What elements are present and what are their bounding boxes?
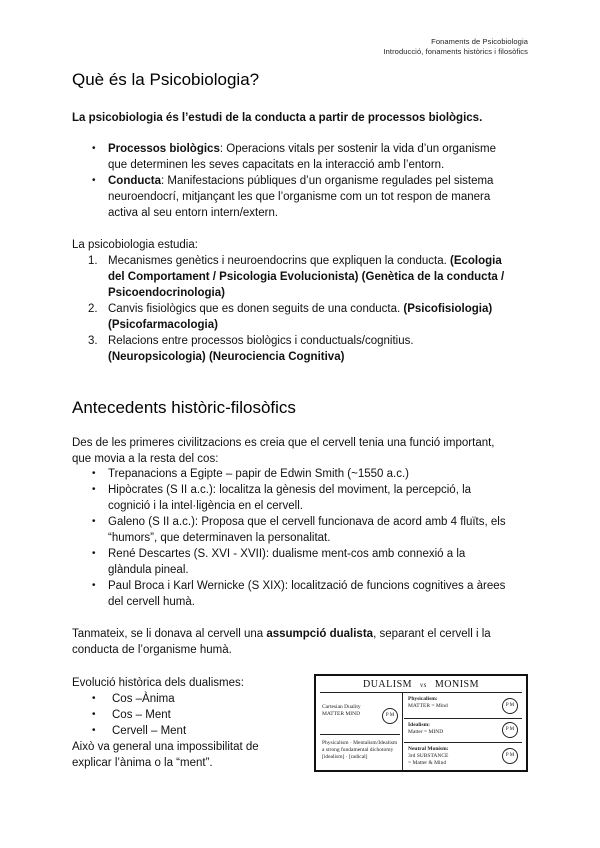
figure-divider <box>404 718 522 719</box>
list-item <box>88 301 538 333</box>
figure-divider <box>402 692 403 770</box>
list-item <box>88 333 538 365</box>
header <box>383 37 528 57</box>
section2-title: Antecedents històric-filosòfics <box>72 398 296 417</box>
figure-neutral-monism <box>408 746 448 767</box>
conclusion-text: , separant el cervell i la <box>373 628 491 640</box>
pm-symbol-icon: P M <box>502 698 518 714</box>
dualism-pair: Cos – Ment <box>112 709 171 721</box>
figure-divider <box>320 734 400 735</box>
figure-text: Physicalism · Mentalism/Idealism <box>322 740 398 746</box>
figure-dualism-label: DUALISM <box>362 679 413 690</box>
history-bullets <box>92 466 537 610</box>
figure-text: [idealism] · [radical] <box>322 754 368 760</box>
list-item <box>92 578 537 610</box>
dualism-monism-figure <box>314 674 528 772</box>
history-text: “humors”, que determinaven la personalitat. <box>108 532 331 544</box>
list-item <box>92 466 537 482</box>
history-text: Galeno (S II a.c.): Proposa que el cervell funcionava de acord amb 4 fluïts, els <box>108 516 506 528</box>
bullet-term: Processos biològics <box>108 143 220 155</box>
bullet-text: neuroendocrí, mitjançant les que l’organisme com un tot respon de manera <box>108 191 491 203</box>
figure-cartesian <box>322 704 361 718</box>
study-text: Relacions entre processos biològics i conductuals/cognitius. <box>108 335 414 347</box>
section2-intro <box>72 435 532 467</box>
dualism-pair: Cos –Ànima <box>112 693 175 705</box>
pm-symbol-icon: P M <box>502 722 518 738</box>
closing-text: Això va general una impossibilitat de <box>72 741 259 753</box>
history-text: del cervell humà. <box>108 596 195 608</box>
figure-text: 3rd SUBSTANCE <box>408 753 449 759</box>
pm-symbol-icon: P M <box>502 748 518 764</box>
list-item <box>92 691 292 707</box>
study-text: Mecanismes genètics i neuroendocrins que expliquen la conducta. <box>108 255 451 267</box>
bullet-text: que determinen les seves capacitats en la interacció amb l’entorn. <box>108 159 445 171</box>
figure-text: MATTER MIND <box>322 711 361 717</box>
pm-symbol-icon: P M <box>382 708 398 724</box>
study-fields: (Psicofisiologia) <box>403 303 493 315</box>
definition: La psicobiologia és l’estudi de la conducta a partir de processos biològics. <box>72 112 483 124</box>
figure-term: Idealism: <box>408 722 430 728</box>
section1-title: Què és la Psicobiologia? <box>72 70 260 89</box>
list-number: 2. <box>88 303 98 315</box>
study-fields: Psicoendocrinologia) <box>108 287 225 299</box>
closing-text: explicar l’ànima o la “ment”. <box>72 757 213 769</box>
figure-monism-label: MONISM <box>434 679 480 690</box>
list-item <box>92 514 537 546</box>
list-item <box>92 723 292 739</box>
figure-divider <box>320 692 522 693</box>
figure-text: a strong fundamental dichotomy <box>322 747 394 753</box>
conclusion-emphasis: assumpció dualista <box>266 628 374 640</box>
list-number: 1. <box>88 255 98 267</box>
figure-physicalism <box>408 696 448 710</box>
figure-text: MATTER = Mind <box>408 703 448 709</box>
figure-idealism <box>408 722 443 736</box>
dualism-pair: Cervell – Ment <box>112 725 187 737</box>
figure-term: Neutral Monism: <box>408 746 449 752</box>
conclusion-text: conducta de l’organisme humà. <box>72 644 232 656</box>
conclusion <box>72 626 532 658</box>
header-line-topic: Introducció, fonaments històrics i filosòfics <box>383 47 528 56</box>
closing <box>72 739 302 771</box>
history-text: cognició i la intel·ligència en el cervell. <box>108 500 303 512</box>
studies-intro: La psicobiologia estudia: <box>72 239 198 251</box>
list-item <box>92 546 537 578</box>
bullet-text: : Operacions vitals per sostenir la vida d’un organisme <box>219 143 496 155</box>
figure-vs-label: vs <box>420 681 427 689</box>
list-item <box>88 253 538 301</box>
list-item <box>92 707 292 723</box>
figure-dichotomy <box>322 740 397 761</box>
figure-text: Matter = MIND <box>408 729 444 735</box>
history-text: glàndula pineal. <box>108 564 189 576</box>
bullet-term: Conducta <box>108 175 162 187</box>
history-text: Trepanacions a Egipte – papir de Edwin Smith (~1550 a.c.) <box>108 468 409 480</box>
study-text: Canvis fisiològics que es donen seguits de una conducta. <box>108 303 404 315</box>
study-fields: (Ecologia <box>450 255 502 267</box>
intro-line: Des de les primeres civilitzacions es creia que el cervell tenia una funció important, <box>72 437 495 449</box>
section1-bullets <box>92 141 532 221</box>
figure-divider <box>404 742 522 743</box>
intro-line: que movia a la resta del cos: <box>72 453 219 465</box>
figure-text: = Matter & Mind <box>408 760 447 766</box>
figure-text: Cartesian Duality <box>322 704 361 710</box>
list-number: 3. <box>88 335 98 347</box>
history-text: Paul Broca i Karl Wernicke (S XIX): localització de funcions cognitives a àrees <box>108 580 506 592</box>
list-item <box>92 141 532 173</box>
evolution-list <box>92 691 292 739</box>
figure-term: Physicalism: <box>408 696 438 702</box>
evolution-title: Evolució històrica dels dualismes: <box>72 677 244 689</box>
header-line-course: Fonaments de Psicobiologia <box>431 37 528 46</box>
figure-title <box>316 679 526 690</box>
study-fields: (Psicofarmacologia) <box>108 319 218 331</box>
study-fields: del Comportament / Psicologia Evolucionista) (Genètica de la conducta / <box>108 271 505 283</box>
study-fields: (Neuropsicologia) (Neurociencia Cognitiva) <box>108 351 345 363</box>
history-text: René Descartes (S. XVI - XVII): dualisme ment-cos amb connexió a la <box>108 548 466 560</box>
bullet-text: : Manifestacions públiques d’un organisme regulades pel sistema <box>161 175 494 187</box>
conclusion-text: Tanmateix, se li donava al cervell una <box>72 628 267 640</box>
bullet-text: activa al seu entorn intern/extern. <box>108 207 279 219</box>
studies-list <box>88 253 538 365</box>
list-item <box>92 482 537 514</box>
list-item <box>92 173 532 221</box>
history-text: Hipòcrates (S II a.c.): localitza la gènesis del moviment, la percepció, la <box>108 484 472 496</box>
